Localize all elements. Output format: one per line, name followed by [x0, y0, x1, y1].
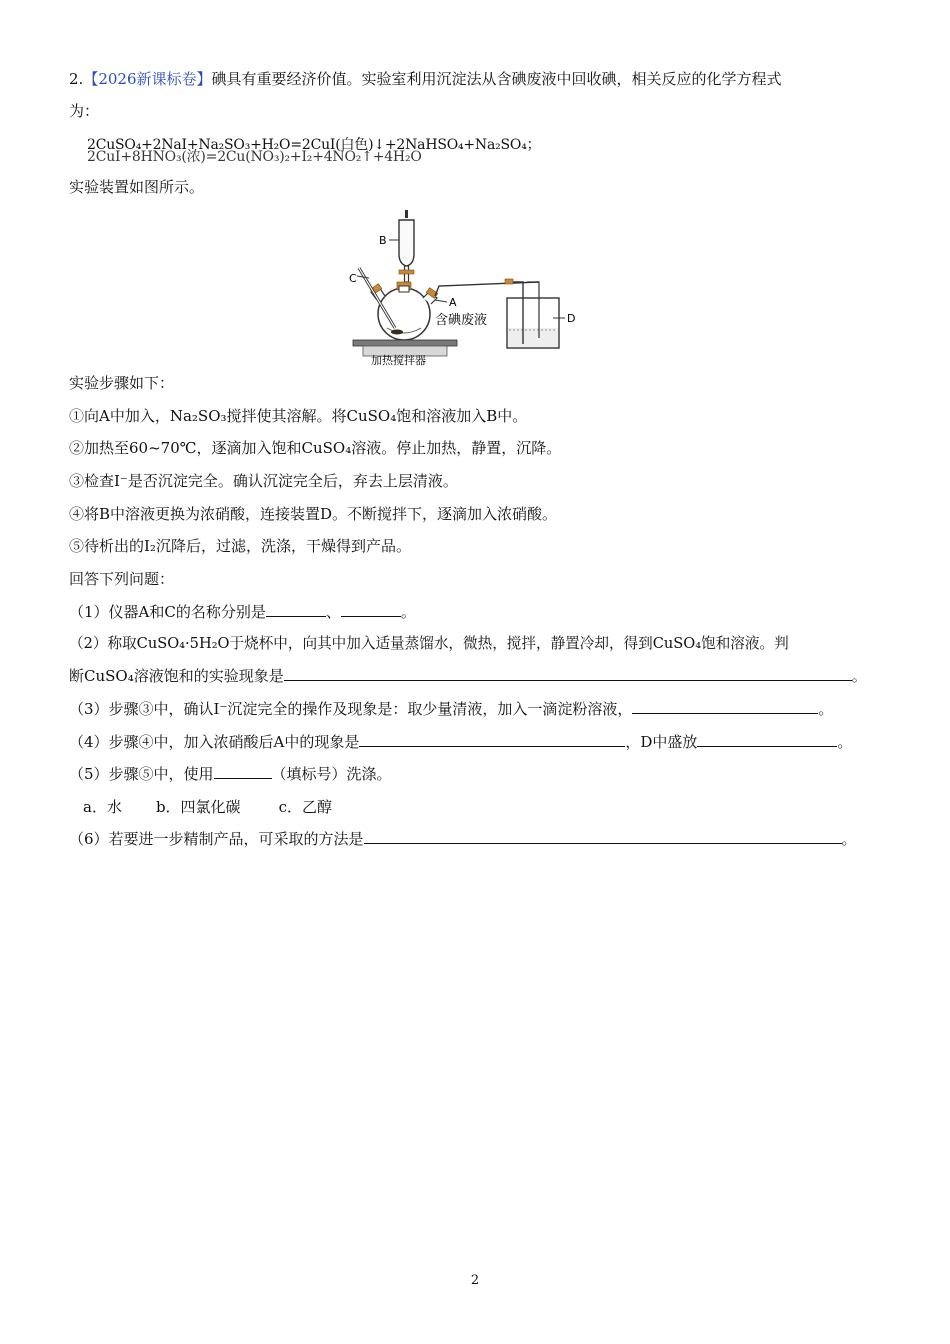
page-number: 2 — [470, 1273, 480, 1288]
questions-heading: 回答下列问题： — [69, 570, 175, 588]
label-waste: 含碘废液 — [435, 313, 488, 328]
answer-blank-q2[interactable] — [284, 665, 852, 681]
label-d: D — [567, 312, 576, 325]
equation-2: 2CuI+8HNO₃(浓)=2Cu(NO₃)₂+I₂+4NO₂↑+4H₂O — [87, 149, 422, 165]
answer-blank-q4-d[interactable] — [697, 731, 837, 747]
label-a: A — [449, 296, 457, 309]
question-5: （5）步骤⑤中，使用 （填标号）洗涤。 — [69, 765, 392, 783]
label-b: B — [379, 234, 387, 247]
option-b[interactable]: b．四氯化碳 — [155, 798, 241, 816]
option-c[interactable]: c．乙醇 — [278, 798, 332, 816]
option-a[interactable]: a．水 — [83, 798, 122, 816]
source-tag: 【2026新课标卷】 — [83, 70, 212, 88]
answer-blank-q4-a[interactable] — [359, 731, 625, 747]
question-6: （6）若要进一步精制产品，可采取的方法是 。 — [69, 830, 857, 848]
apparatus-diagram — [349, 206, 609, 366]
steps-heading: 实验步骤如下： — [69, 374, 175, 392]
answer-blank-q1-c[interactable] — [341, 601, 401, 617]
question-3: （3）步骤③中，确认I⁻沉淀完全的操作及现象是：取少量清液，加入一滴淀粉溶液， 。 — [69, 700, 834, 718]
question-intro — [69, 68, 782, 90]
question-2-line1: （2）称取CuSO₄·5H₂O于烧杯中，向其中加入适量蒸馏水，微热，搅拌，静置冷却，得到CuSO₄饱和溶液。判 — [69, 635, 789, 652]
answer-blank-q3[interactable] — [632, 698, 818, 714]
step-2: ②加热至60~70℃，逐滴加入饱和CuSO₄溶液。停止加热，静置，沉降。 — [69, 439, 562, 457]
step-5: ⑤待析出的I₂沉降后，过滤，洗涤，干燥得到产品。 — [69, 537, 411, 555]
step-3: ③检查I⁻是否沉淀完全。确认沉淀完全后，弃去上层清液。 — [69, 472, 458, 490]
equation-1: 2CuSO₄+2NaI+Na₂SO₃+H₂O=2CuI(白色)↓+2NaHSO₄+Na₂SO₄； — [87, 137, 541, 153]
question-1: （1）仪器A和C的名称分别是 、 。 — [69, 603, 416, 621]
question-2-line2: 断CuSO₄溶液饱和的实验现象是 。 — [69, 667, 867, 685]
answer-blank-q5[interactable] — [214, 763, 272, 779]
label-c: C — [349, 272, 357, 285]
question-number: 2. — [69, 70, 84, 88]
intro-text: 碘具有重要经济价值。实验室利用沉淀法从含碘废液中回收碘，相关反应的化学方程式 — [211, 70, 782, 88]
question-4: （4）步骤④中，加入浓硝酸后A中的现象是 ，D中盛放 。 — [69, 733, 853, 751]
intro-continued: 为： — [69, 102, 100, 120]
answer-blank-q6[interactable] — [364, 828, 842, 844]
question-5-options — [83, 796, 332, 818]
step-1: ①向A中加入，Na₂SO₃搅拌使其溶解。将CuSO₄饱和溶液加入B中。 — [69, 407, 528, 425]
step-4: ④将B中溶液更换为浓硝酸，连接装置D。不断搅拌下，逐滴加入浓硝酸。 — [69, 505, 558, 523]
label-heater: 加热搅拌器 — [371, 354, 426, 366]
answer-blank-q1-a[interactable] — [266, 601, 326, 617]
apparatus-intro: 实验装置如图所示。 — [69, 178, 205, 196]
